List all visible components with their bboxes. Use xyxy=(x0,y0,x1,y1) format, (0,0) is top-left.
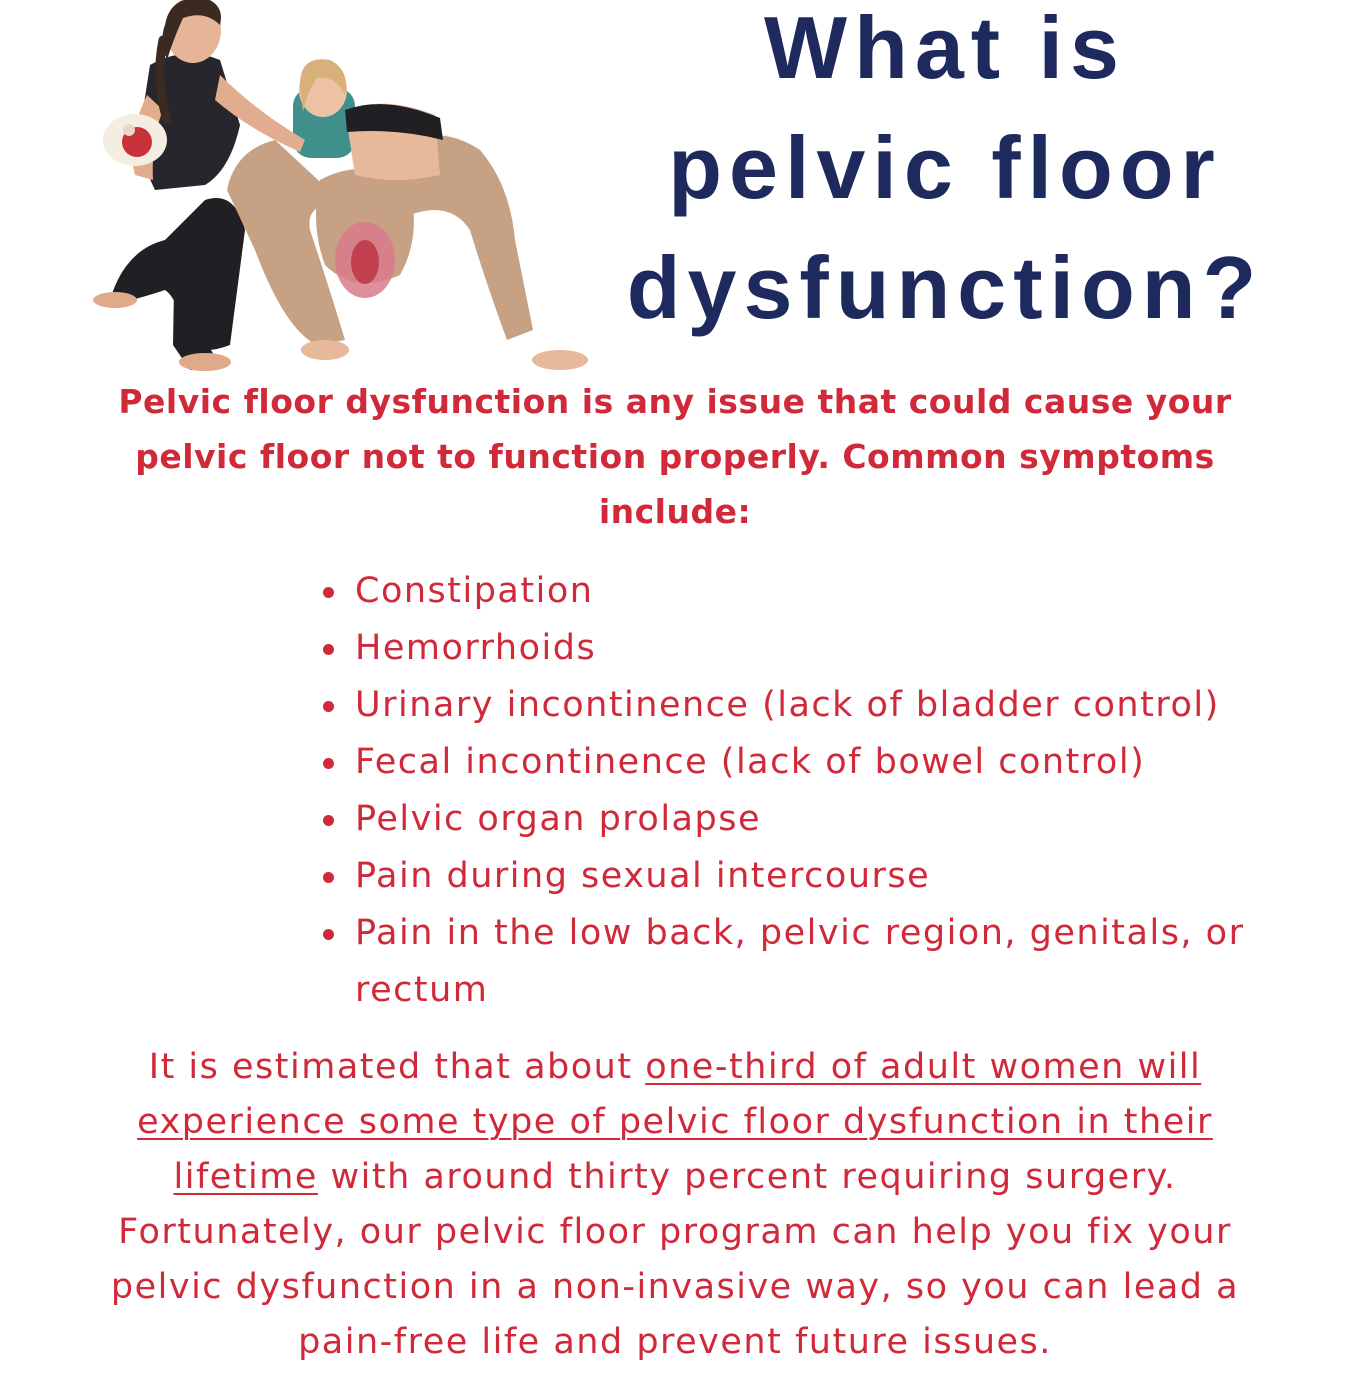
title-line-1: What is xyxy=(764,0,1126,97)
intro-text: Pelvic floor dysfunction is any issue that could cause your pelvic floor not to function properly. Common symptoms include: xyxy=(118,382,1232,531)
bullet-icon xyxy=(323,758,334,769)
symptom-label: Urinary incontinence (lack of bladder control) xyxy=(355,685,1220,725)
bullet-icon xyxy=(323,587,334,598)
symptom-label: Pain during sexual intercourse xyxy=(355,856,931,896)
page-title xyxy=(590,0,1300,348)
bullet-icon xyxy=(323,815,334,826)
title-line-2: pelvic floor xyxy=(668,118,1222,217)
list-item xyxy=(320,563,1280,620)
closing-text-end: with around thirty percent requiring surgery. Fortunately, our pelvic floor program can help you fix your pelvic dysfunction in a non-invasive way, so you can lead a pain-free life and prevent future issues. xyxy=(110,1157,1240,1362)
therapist-patient-photo xyxy=(55,0,590,378)
symptom-list xyxy=(320,563,1280,1019)
list-item xyxy=(320,734,1280,791)
bullet-icon xyxy=(323,701,334,712)
symptom-label: Constipation xyxy=(355,571,594,611)
list-item xyxy=(320,791,1280,848)
bullet-icon xyxy=(323,929,334,940)
bullet-icon xyxy=(323,872,334,883)
list-item xyxy=(320,620,1280,677)
closing-text-start: It is estimated that about xyxy=(148,1047,646,1087)
closing-paragraph xyxy=(70,1040,1280,1370)
symptom-label: Pain in the low back, pelvic region, genitals, or rectum xyxy=(355,913,1245,1010)
symptom-label: Pelvic organ prolapse xyxy=(355,799,761,839)
title-line-3: dysfunction? xyxy=(626,238,1264,337)
list-item xyxy=(320,905,1280,1019)
list-item xyxy=(320,848,1280,905)
statistic-link[interactable]: one-third of adult women will experience some type of pelvic floor dysfunction in their lifetime xyxy=(137,1047,1213,1197)
symptom-label: Fecal incontinence (lack of bowel control) xyxy=(355,742,1146,782)
symptom-label: Hemorrhoids xyxy=(355,628,597,668)
list-item xyxy=(320,677,1280,734)
bullet-icon xyxy=(323,644,334,655)
